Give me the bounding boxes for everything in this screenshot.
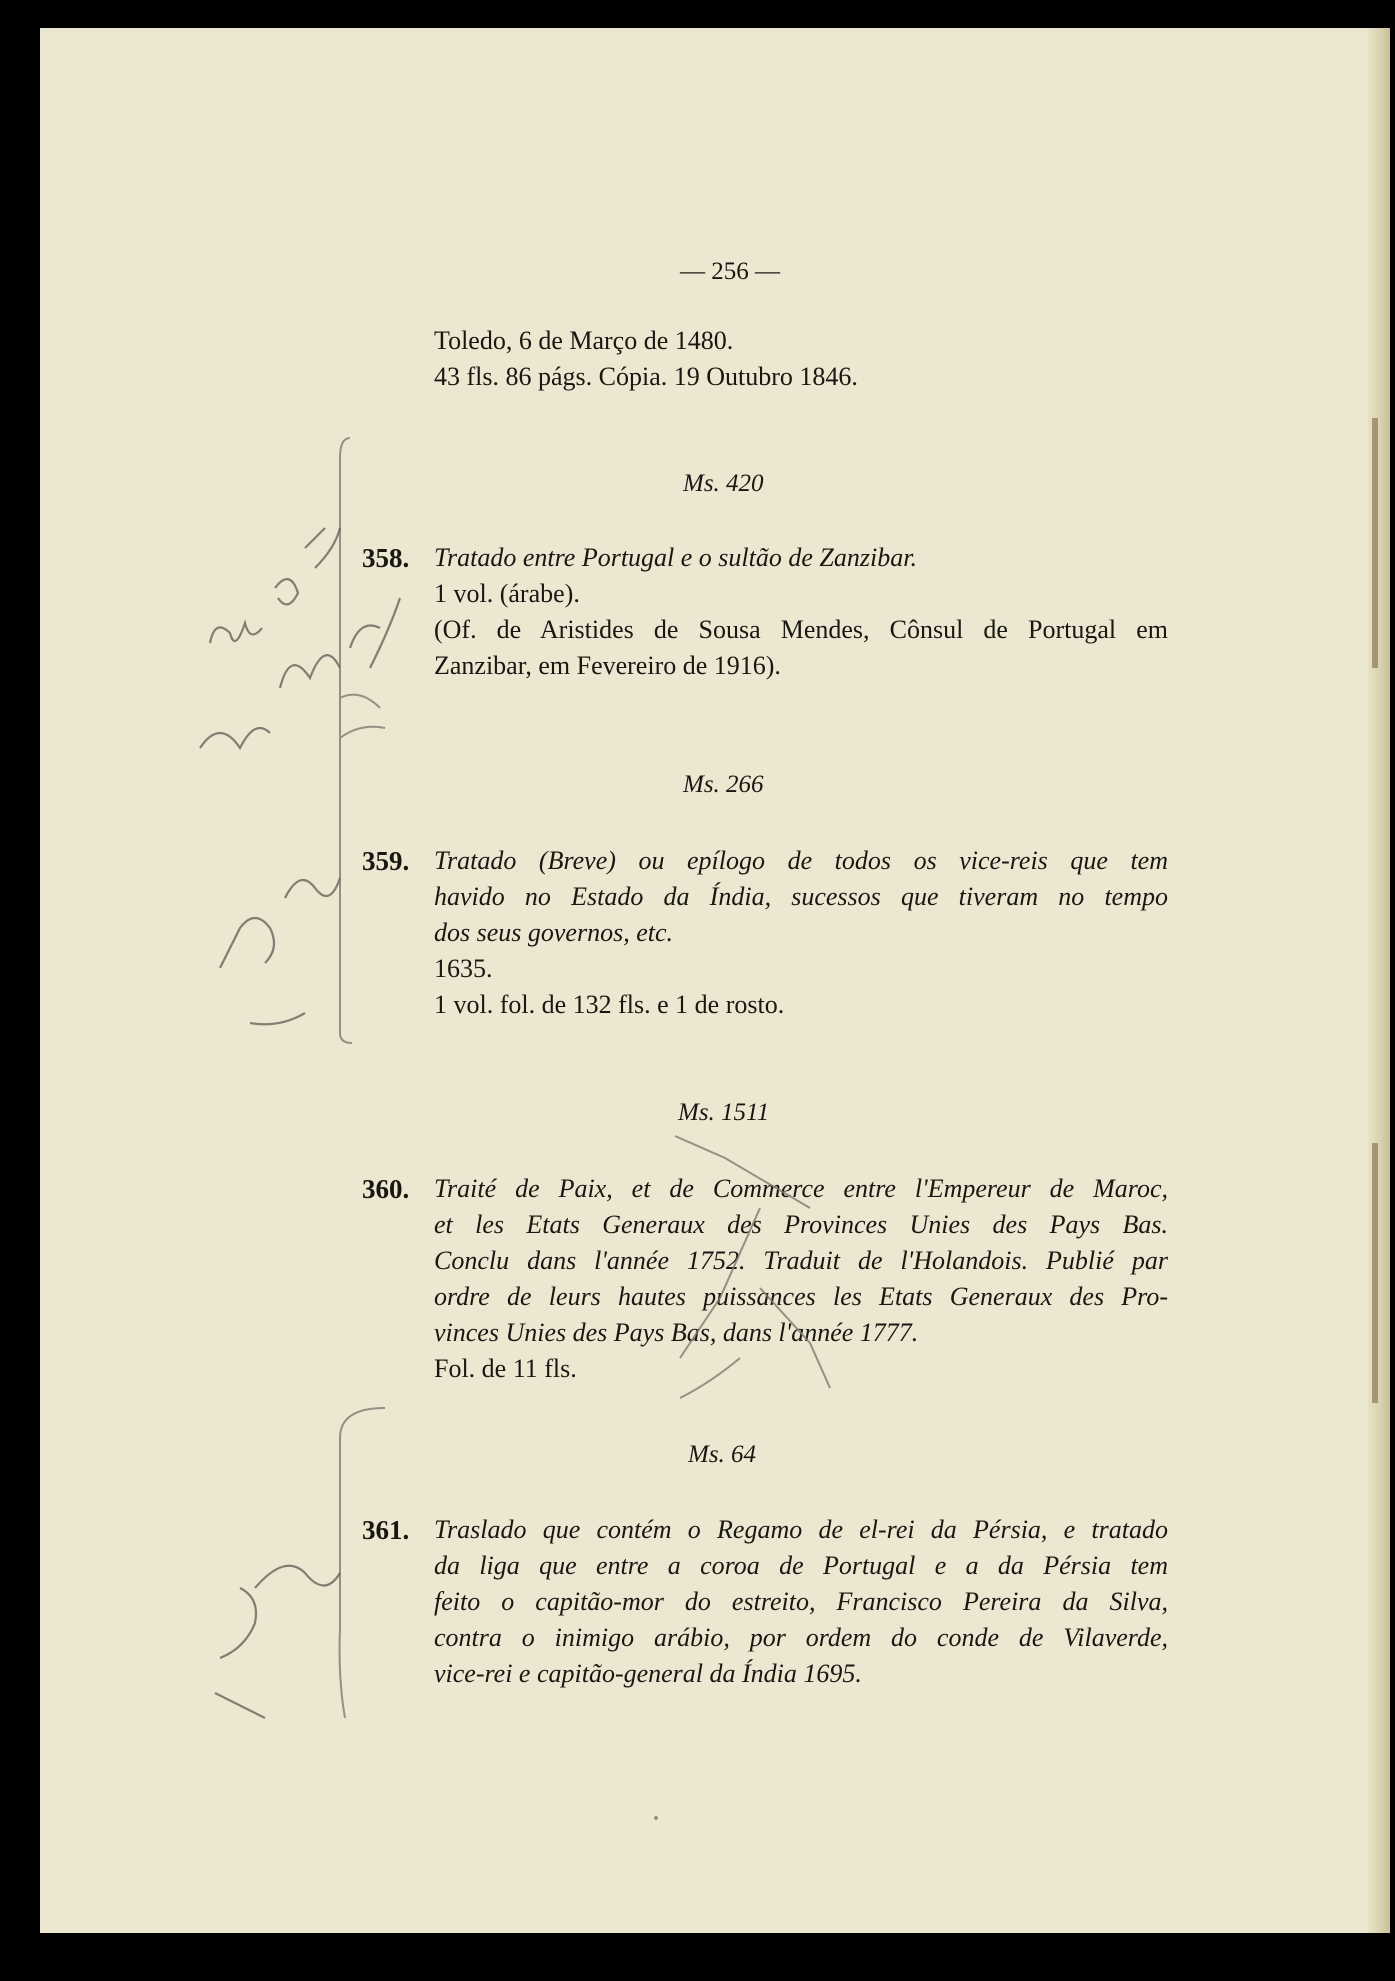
entry-title: vice-rei e capitão-general da Índia 1695. bbox=[434, 1659, 862, 1688]
intro-line: 43 fls. 86 págs. Cópia. 19 Outubro 1846. bbox=[434, 362, 858, 391]
entry-title: da liga que entre a coroa de Portugal e a da Pérsia tem bbox=[434, 1551, 1168, 1580]
entry-title: Tratado entre Portugal e o sultão de Zanzibar. bbox=[434, 543, 917, 572]
handwriting-micro bbox=[305, 528, 340, 568]
handwriting-na-integra bbox=[280, 655, 340, 688]
edge-shadow bbox=[1372, 1143, 1378, 1403]
entry-title: Traslado que contém o Regamo de el-rei da Pérsia, e tratado bbox=[434, 1515, 1168, 1544]
page-number: — 256 — bbox=[680, 258, 780, 285]
margin-bracket bbox=[340, 1408, 385, 1718]
entry-detail: (Of. de Aristides de Sousa Mendes, Cônsul de Portugal em bbox=[434, 615, 1168, 644]
page-speck bbox=[654, 1816, 658, 1820]
ms-label: Ms. 1511 bbox=[678, 1099, 770, 1126]
entry-title: Tratado (Breve) ou epílogo de todos os vice-reis que tem bbox=[434, 846, 1168, 875]
ms-label: Ms. 420 bbox=[683, 470, 764, 497]
entry-title: vinces Unies des Pays Bas, dans l'année 1777. bbox=[434, 1318, 919, 1347]
bracket-tick bbox=[340, 695, 380, 708]
entry-title: Conclu dans l'année 1752. Traduit de l'Holandois. Publié par bbox=[434, 1246, 1168, 1275]
ms-label: Ms. 266 bbox=[683, 771, 764, 798]
margin-bracket bbox=[340, 438, 352, 1043]
handwriting-ver bbox=[255, 1566, 340, 1588]
entry-detail: 1 vol. (árabe). bbox=[434, 579, 580, 608]
bracket-tick bbox=[340, 727, 385, 738]
handwriting-micro bbox=[275, 579, 298, 604]
ms-label: Ms. 64 bbox=[688, 1441, 757, 1468]
entry-number: 361. bbox=[362, 1515, 410, 1545]
handwriting-na-integra bbox=[200, 728, 270, 748]
entry-title: contra o inimigo arábio, por ordem do conde de Vilaverde, bbox=[434, 1623, 1168, 1652]
entry-title: Traité de Paix, et de Commerce entre l'Empereur de Maroc, bbox=[434, 1174, 1168, 1203]
handwriting-ver bbox=[215, 1693, 265, 1718]
entry-number: 360. bbox=[362, 1174, 410, 1204]
entry-detail: Zanzibar, em Fevereiro de 1916). bbox=[434, 651, 781, 680]
handwriting-ver bbox=[220, 1588, 256, 1658]
entry-title: et les Etats Generaux des Provinces Unies des Pays Bas. bbox=[434, 1210, 1168, 1239]
intro-line: Toledo, 6 de Março de 1480. bbox=[434, 326, 734, 355]
handwriting-ver bbox=[220, 918, 274, 968]
entry-title: havido no Estado da Índia, sucessos que tiveram no tempo bbox=[434, 882, 1168, 911]
handwriting-micro bbox=[210, 623, 262, 643]
entry-number: 358. bbox=[362, 543, 410, 573]
entry-title: feito o capitão-mor do estreito, Francisco Pereira da Silva, bbox=[434, 1587, 1168, 1616]
page-edge bbox=[1368, 28, 1390, 1933]
entry-title: ordre de leurs hautes puissances les Etats Generaux des Pro- bbox=[434, 1282, 1168, 1311]
edge-shadow bbox=[1372, 418, 1378, 668]
entry-number: 359. bbox=[362, 846, 410, 876]
handwriting-ver bbox=[250, 1013, 305, 1024]
entry-detail: 1 vol. fol. de 132 fls. e 1 de rosto. bbox=[434, 990, 785, 1019]
entry-title: dos seus governos, etc. bbox=[434, 918, 674, 947]
entry-detail: Fol. de 11 fls. bbox=[434, 1354, 577, 1383]
handwriting-ver bbox=[285, 878, 340, 898]
entry-detail: 1635. bbox=[434, 954, 493, 983]
document-page bbox=[40, 28, 1390, 1933]
handwriting-na-integra bbox=[350, 598, 400, 668]
